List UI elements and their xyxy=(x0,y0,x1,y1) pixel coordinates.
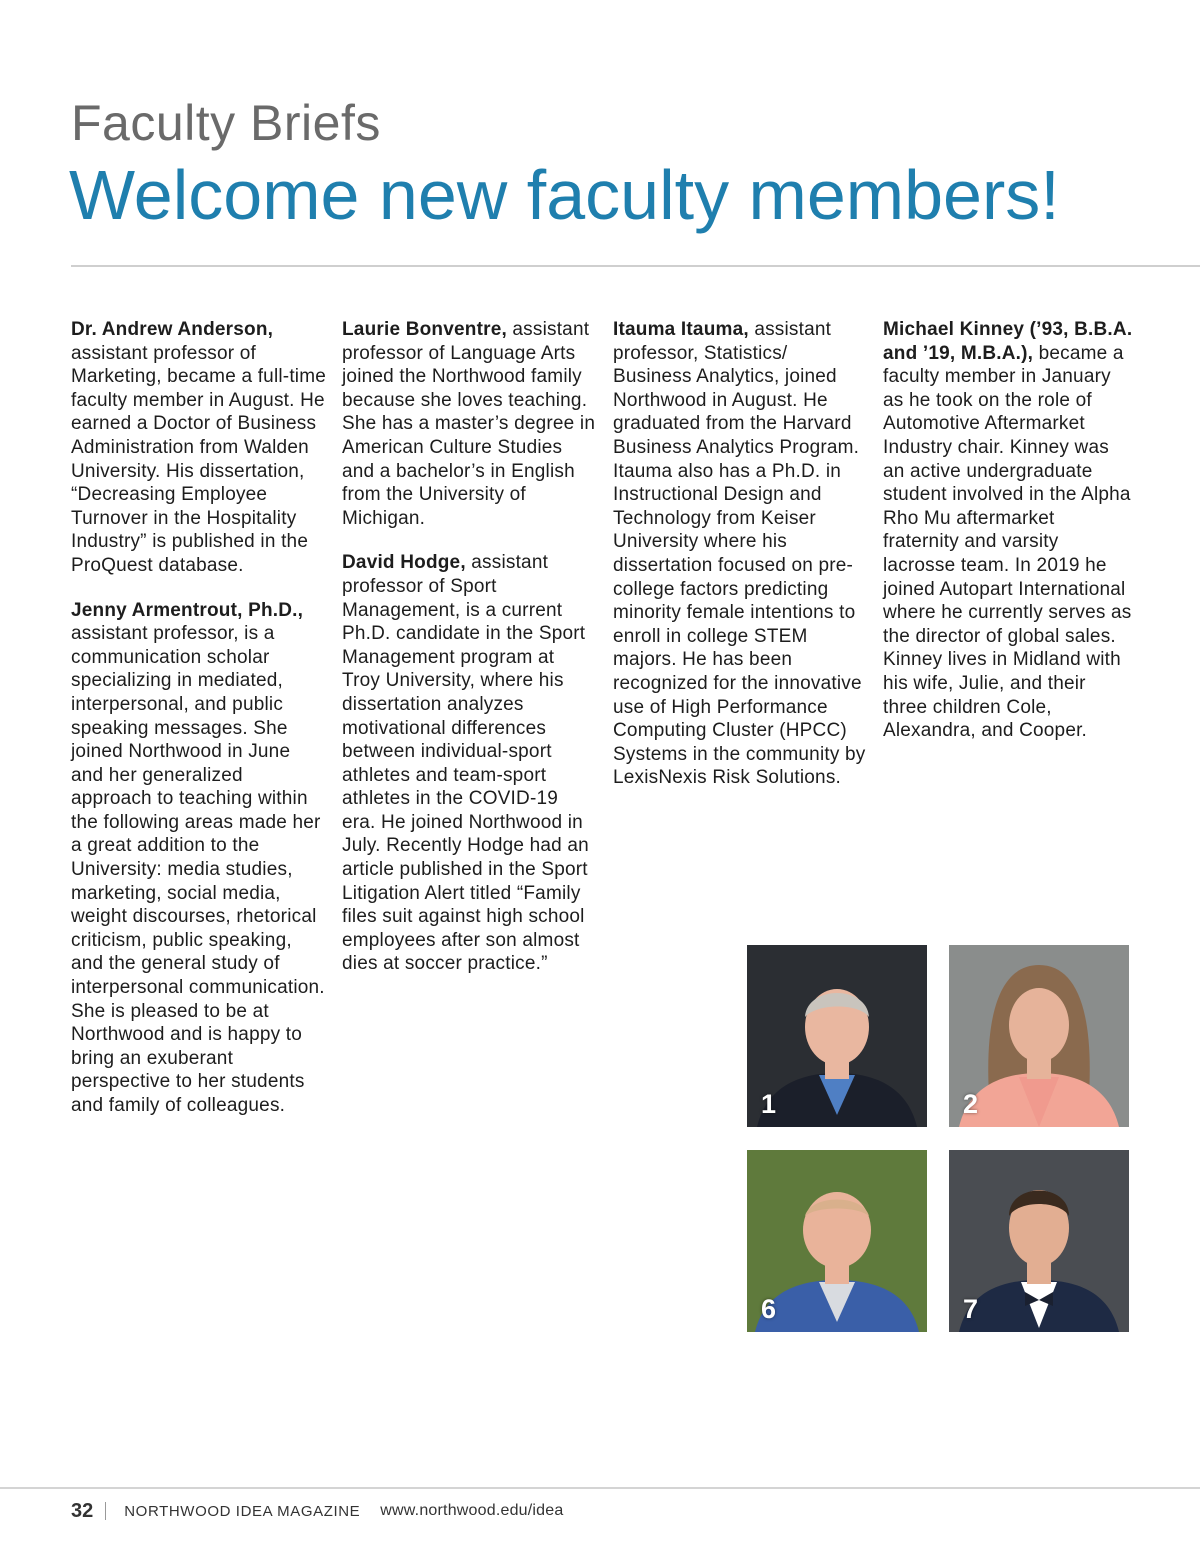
faculty-bio-text: assistant professor of Sport Management, is a current Ph.D. candidate in the Sport Management program at Troy University, where his dissertation analyzes motivational differences between individual-sport athletes and team-sport athletes in the COVID-19 era. He joined Northwood in July. Recently Hodge had an article published in the Sport Litigation Alert titled “Family files suit against high school employees after son almost dies at soccer practice.” xyxy=(342,552,589,975)
page-number: 32 xyxy=(71,1499,94,1522)
faculty-name: Laurie Bonventre, xyxy=(342,319,507,340)
faculty-photo-7 xyxy=(949,1150,1129,1332)
footer-divider xyxy=(0,1487,1200,1489)
article-column-1 xyxy=(71,318,326,1139)
faculty-bio xyxy=(342,551,597,976)
faculty-photo-2 xyxy=(949,945,1129,1127)
footer-separator xyxy=(105,1502,106,1520)
faculty-name: Michael Kinney (’93, B.B.A. and ’19, M.B.A.), xyxy=(883,319,1133,364)
magazine-name: NORTHWOOD IDEA MAGAZINE xyxy=(124,1502,361,1520)
faculty-bio-text: assistant professor of Marketing, became a full-time faculty member in August. He earned a Doctor of Business Administration from Walden University. His dissertation, “Decreasing Employee Turnover in the Hospitality Industry” is published in the ProQuest database. xyxy=(71,342,327,576)
header-divider xyxy=(71,265,1200,267)
photo-number: 1 xyxy=(761,1089,777,1119)
faculty-bio-text: became a faculty member in January as he took on the role of Automotive Aftermarket Industry chair. Kinney was an active undergraduate student involved in the Alpha Rho Mu aftermarket fraternity and varsity lacrosse team. In 2019 he joined Autopart International where he currently serves as the director of global sales. Kinney lives in Midland with his wife, Julie, and their three children Cole, Alexandra, and Cooper. xyxy=(883,342,1132,742)
photo-number: 2 xyxy=(963,1089,979,1119)
article-column-4 xyxy=(883,318,1133,764)
magazine-url: www.northwood.edu/idea xyxy=(380,1502,564,1519)
faculty-name: Dr. Andrew Anderson, xyxy=(71,319,274,340)
faculty-photo-1 xyxy=(747,945,927,1127)
photo-number: 7 xyxy=(963,1294,979,1324)
section-kicker: Faculty Briefs xyxy=(71,95,381,151)
faculty-bio-text: assistant professor of Language Arts joined the Northwood family because she loves teaching. She has a master’s degree in American Culture Studies and a bachelor’s in English from the University of Michigan. xyxy=(342,319,596,529)
faculty-name: Itauma Itauma, xyxy=(613,319,749,340)
faculty-bio xyxy=(883,318,1133,743)
faculty-bio-text: assistant professor, Statistics/ Business Analytics, joined Northwood in August. He graduated from the Harvard Business Analytics Program. Itauma also has a Ph.D. in Instructional Design and Technology from Keiser University where his dissertation focused on pre-college factors predicting minority female intentions to enroll in college STEM majors. He has been recognized for the innovative use of High Performance Computing Cluster (HPCC) Systems in the community by LexisNexis Risk Solutions. xyxy=(613,319,866,789)
faculty-name: David Hodge, xyxy=(342,552,466,574)
faculty-bio-text: assistant professor, is a communication scholar specializing in mediated, interpersonal, and public speaking messages. She joined Northwood in June and her generalized approach to teaching within the following areas made her a great addition to the University: media studies, marketing, social media, weight discourses, rhetorical criticism, public speaking, and the general study of interpersonal communication. She is pleased to be at Northwood and is happy to bring an exuberant perspective to her students and family of colleagues. xyxy=(71,623,325,1116)
photo-number: 6 xyxy=(761,1294,777,1324)
page-footer xyxy=(71,1497,563,1525)
article-column-2 xyxy=(342,318,597,997)
faculty-bio xyxy=(613,318,868,790)
faculty-bio xyxy=(71,318,326,578)
article-column-3 xyxy=(613,318,868,811)
page-headline: Welcome new faculty members! xyxy=(69,156,1060,234)
faculty-bio xyxy=(71,599,326,1118)
faculty-bio xyxy=(342,318,597,530)
faculty-photo-6 xyxy=(747,1150,927,1332)
faculty-name: Jenny Armentrout, Ph.D., xyxy=(71,599,304,621)
